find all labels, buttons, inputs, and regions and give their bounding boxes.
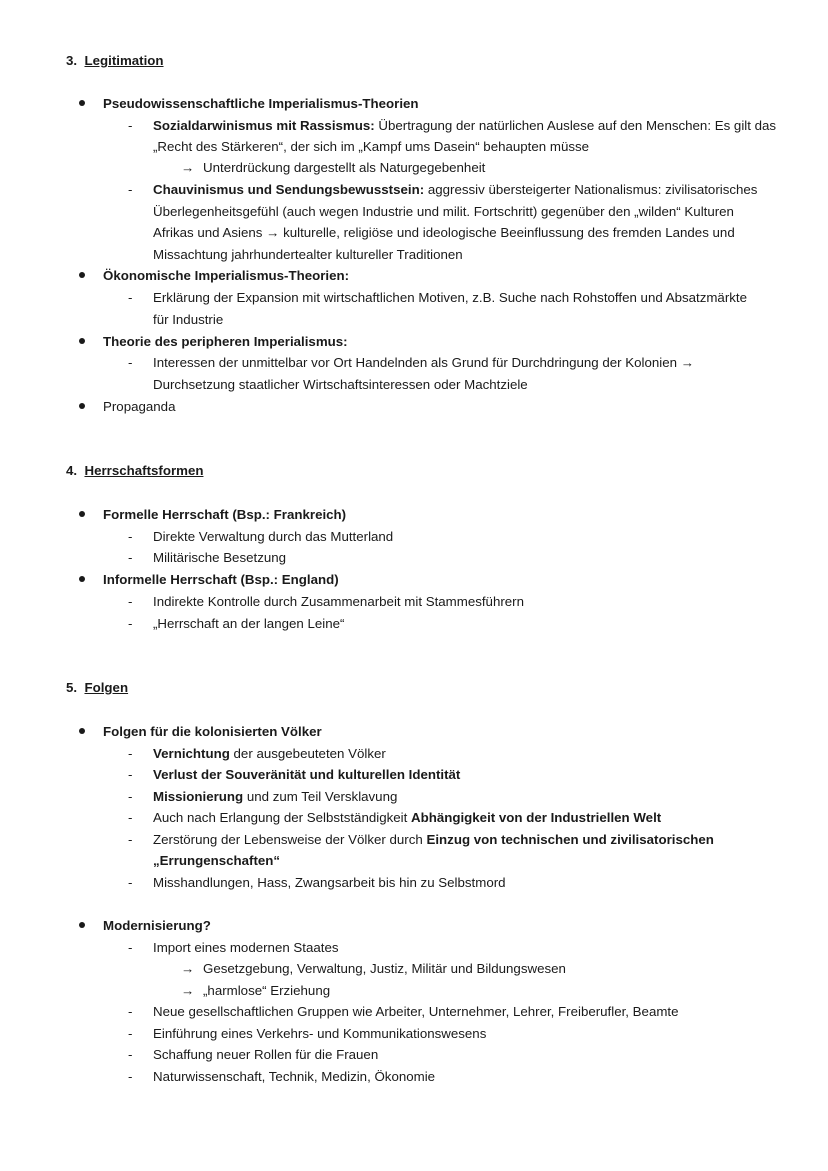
bullet-icon bbox=[79, 338, 85, 344]
list-item: Erklärung der Expansion mit wirtschaftlichen Motiven, z.B. Suche nach Rohstoffen und Absatzmärkte bbox=[153, 290, 747, 305]
dash-icon: - bbox=[128, 355, 133, 370]
dash-icon: - bbox=[128, 529, 133, 544]
list-item: „Herrschaft an der langen Leine“ bbox=[153, 616, 345, 631]
section-title: Folgen bbox=[84, 680, 129, 695]
list-item: Missionierung und zum Teil Versklavung bbox=[153, 789, 398, 804]
list-item: Sozialdarwinismus mit Rassismus: Übertragung der natürlichen Auslese auf den Menschen: Es gilt das bbox=[153, 118, 777, 133]
dash-icon: - bbox=[128, 1047, 133, 1062]
dash-icon: - bbox=[128, 940, 133, 955]
list-item: Neue gesellschaftlichen Gruppen wie Arbeiter, Unternehmer, Lehrer, Freiberufler, Beamte bbox=[153, 1004, 679, 1019]
dash-icon: - bbox=[128, 616, 133, 631]
dash-icon: - bbox=[128, 118, 133, 133]
dash-icon: - bbox=[128, 594, 133, 609]
list-item: Gesetzgebung, Verwaltung, Justiz, Militär und Bildungswesen bbox=[203, 961, 566, 976]
list-item-continuation: Überlegenheitsgefühl (auch wegen Industrie und milit. Fortschritt) gegenüber den „wilden“ Kulturen bbox=[153, 204, 734, 219]
arrow-icon: → bbox=[181, 983, 195, 998]
section-number: 4. bbox=[66, 463, 78, 478]
dash-icon: - bbox=[128, 1069, 133, 1084]
section-number: 5. bbox=[66, 680, 78, 695]
list-item-continuation: für Industrie bbox=[153, 312, 224, 327]
list-item: Naturwissenschaft, Technik, Medizin, Ökonomie bbox=[153, 1069, 436, 1084]
dash-icon: - bbox=[128, 767, 133, 782]
list-item-continuation: Durchsetzung staatlicher Wirtschaftsinteressen oder Machtziele bbox=[153, 377, 528, 392]
list-item: Misshandlungen, Hass, Zwangsarbeit bis hin zu Selbstmord bbox=[153, 875, 506, 890]
list-item: „harmlose“ Erziehung bbox=[203, 983, 331, 998]
bullet-icon bbox=[79, 403, 85, 409]
section-title: Herrschaftsformen bbox=[84, 463, 204, 478]
dash-icon: - bbox=[128, 875, 133, 890]
list-item-continuation: Missachtung jahrhundertealter kultureller Traditionen bbox=[153, 247, 463, 262]
bullet-icon bbox=[79, 922, 85, 928]
section-title: Legitimation bbox=[84, 53, 164, 68]
list-item: Indirekte Kontrolle durch Zusammenarbeit mit Stammesführern bbox=[153, 594, 524, 609]
arrow-icon: → bbox=[181, 961, 195, 976]
dash-icon: - bbox=[128, 810, 133, 825]
list-item-continuation: Afrikas und Asiens → kulturelle, religiöse und ideologische Beeinflussung des fremden Landes und bbox=[153, 225, 735, 240]
dash-icon: - bbox=[128, 182, 133, 197]
list-item: Schaffung neuer Rollen für die Frauen bbox=[153, 1047, 379, 1062]
list-item: Verlust der Souveränität und kulturellen Identität bbox=[153, 767, 461, 782]
bullet-icon bbox=[79, 100, 85, 106]
arrow-icon: → bbox=[181, 160, 195, 175]
list-item: Modernisierung? bbox=[103, 918, 211, 933]
dash-icon: - bbox=[128, 290, 133, 305]
dash-icon: - bbox=[128, 789, 133, 804]
list-item: Informelle Herrschaft (Bsp.: England) bbox=[103, 572, 339, 587]
list-item: Folgen für die kolonisierten Völker bbox=[103, 724, 322, 739]
section-number: 3. bbox=[66, 53, 78, 68]
list-item: Ökonomische Imperialismus-Theorien: bbox=[103, 268, 350, 283]
dash-icon: - bbox=[128, 550, 133, 565]
list-item: Direkte Verwaltung durch das Mutterland bbox=[153, 529, 394, 544]
section-5-heading bbox=[66, 677, 128, 698]
bullet-icon bbox=[79, 576, 85, 582]
list-item: Auch nach Erlangung der Selbstständigkeit Abhängigkeit von der Industriellen Welt bbox=[153, 810, 662, 825]
bullet-icon bbox=[79, 511, 85, 517]
list-item-continuation: „Errungenschaften“ bbox=[153, 853, 281, 868]
list-item: Formelle Herrschaft (Bsp.: Frankreich) bbox=[103, 507, 347, 522]
bullet-icon bbox=[79, 728, 85, 734]
list-item: Propaganda bbox=[103, 399, 176, 414]
list-item: Interessen der unmittelbar vor Ort Handelnden als Grund für Durchdringung der Kolonien → bbox=[153, 355, 695, 370]
dash-icon: - bbox=[128, 1004, 133, 1019]
bullet-icon bbox=[79, 272, 85, 278]
dash-icon: - bbox=[128, 832, 133, 847]
list-item: Unterdrückung dargestellt als Naturgegebenheit bbox=[203, 160, 486, 175]
list-item: Import eines modernen Staates bbox=[153, 940, 339, 955]
list-item: Zerstörung der Lebensweise der Völker durch Einzug von technischen und zivilisatorischen bbox=[153, 832, 714, 847]
list-item: Vernichtung der ausgebeuteten Völker bbox=[153, 746, 386, 761]
section-3-heading bbox=[66, 50, 164, 71]
dash-icon: - bbox=[128, 746, 133, 761]
section-4-heading bbox=[66, 460, 203, 481]
list-item: Militärische Besetzung bbox=[153, 550, 287, 565]
list-item: Chauvinismus und Sendungsbewusstsein: aggressiv übersteigerter Nationalismus: zivilisatorisches bbox=[153, 182, 758, 197]
list-item-continuation: „Recht des Stärkeren“, der sich im „Kampf ums Dasein“ behaupten müsse bbox=[153, 139, 590, 154]
list-item: Einführung eines Verkehrs- und Kommunikationswesens bbox=[153, 1026, 487, 1041]
dash-icon: - bbox=[128, 1026, 133, 1041]
list-item: Theorie des peripheren Imperialismus: bbox=[103, 334, 348, 349]
list-item: Pseudowissenschaftliche Imperialismus-Theorien bbox=[103, 96, 419, 111]
